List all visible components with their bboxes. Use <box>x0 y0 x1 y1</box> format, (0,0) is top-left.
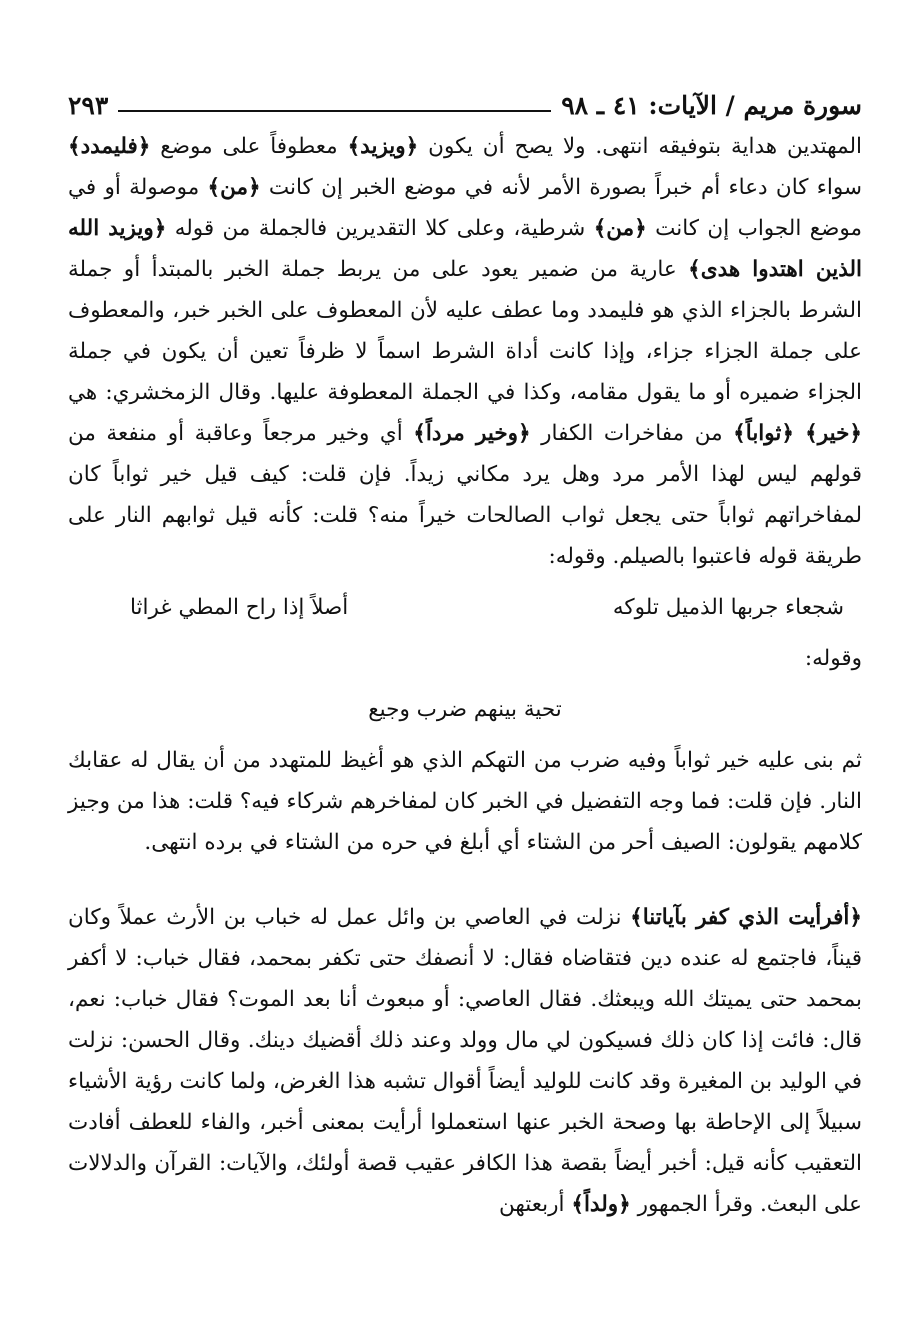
quran-quote: ﴿فليمدد﴾ <box>68 134 151 159</box>
section-gap <box>68 863 862 897</box>
running-title: سورة مريم / الآيات: ٤١ ـ ٩٨ <box>561 91 862 120</box>
poetry-half-verse: تحية بينهم ضرب وجيع <box>368 697 562 722</box>
paragraph-1: المهتدين هداية بتوفيقه انتهى. ولا يصح أن يكون ﴿ويزيد﴾ معطوفاً على موضع ﴿فليمدد﴾ سواء كان دعاء أم خبراً بصورة الأمر لأنه في موضع الخبر إن كانت ﴿من﴾ موصولة أو في موضع الجواب إن كانت ﴿من﴾ شرطية، وعلى كلا التقديرين فالجملة من قوله ﴿ويزيد الله الذين اهتدوا هدى﴾ عارية من ضمير يعود على من يربط جملة الخبر بالمبتدأ أو جملة الشرط بالجزاء الذي هو فليمدد وما عطف عليه لأن المعطوف على الخبر خبر، والمعطوف على جملة الجزاء جزاء، وإذا كانت أداة الشرط اسماً لا ظرفاً تعين أن يكون في جملة الجزاء ضميره أو ما يقول مقامه، وكذا في الجملة المعطوفة عليها. وقال الزمخشري: هي ﴿خير﴾ ﴿ثواباً﴾ من مفاخرات الكفار ﴿وخير مرداً﴾ أي وخير مرجعاً وعاقبة أو منفعة من قولهم ليس لهذا الأمر مرد وهل يرد مكاني زيداً. فإن قلت: كيف قيل خير ثواباً كان لمفاخراتهم ثواباً حتى يجعل ثواب الصالحات خيراً منه؟ قلت: كأنه قيل ثوابهم النار على طريقة قوله فاعتبوا بالصيلم. وقوله: <box>68 134 863 569</box>
page-number: ٢٩٣ <box>68 91 109 120</box>
header-rule <box>118 110 551 112</box>
paragraph-2: وقوله: <box>804 646 862 671</box>
quran-quote: ﴿ولداً﴾ <box>571 1192 631 1217</box>
verse-first-hemistich: شجعاء جربها الذميل تلوكه <box>612 595 844 620</box>
quran-quote: ﴿من﴾ <box>593 216 647 241</box>
quran-quote: ﴿ويزيد﴾ <box>347 134 419 159</box>
quran-quote: ﴿ويزيد الله الذين اهتدوا هدى﴾ <box>68 216 862 282</box>
quran-quote: ﴿أفرأيت الذي كفر بآياتنا﴾ <box>630 905 862 930</box>
verse-second-hemistich: أصلاً إذا راح المطي غراثا <box>130 595 349 620</box>
quran-quote: ﴿وخير مرداً﴾ <box>413 421 531 446</box>
page-body <box>68 126 862 1225</box>
page-header <box>68 80 862 120</box>
poetry-verse <box>68 587 862 628</box>
quran-quote: ﴿من﴾ <box>207 175 261 200</box>
quran-quote: ﴿خير﴾ ﴿ثواباً﴾ <box>733 421 862 446</box>
paragraph-3: ثم بنى عليه خير ثواباً وفيه ضرب من التهكم الذي هو أغيظ للمتهدد من أن يقال له عقابك النار. فإن قلت: فما وجه التفضيل في الخبر كان لمفاخرهم شركاء فيه؟ قلت: هذا من وجيز كلامهم يقولون: الصيف أحر من الشتاء أي أبلغ في حره من الشتاء في برده انتهى. <box>68 748 862 855</box>
paragraph-4: ﴿أفرأيت الذي كفر بآياتنا﴾ نزلت في العاصي بن وائل عمل له خباب بن الأرث عملاً وكان قيناً، فاجتمع له عنده دين فتقاضاه فقال: لا أنصفك حتى تكفر بمحمد، فقال خباب: لا أكفر بمحمد حتى يميتك الله ويبعثك. فقال العاصي: أو مبعوث أنا بعد الموت؟ فقال خباب: نعم، قال: فائت إذا كان ذلك فسيكون لي مال وولد وعند ذلك أقضيك دينك. وقال الحسن: نزلت في الوليد بن المغيرة وقد كانت للوليد أيضاً أقوال تشبه هذا الغرض، ولما كانت رؤية الأشياء سبيلاً إلى الإحاطة بها وصحة الخبر عنها استعملوا أرأيت بمعنى أخبر، والفاء للعطف أفادت التعقيب كأنه قيل: أخبر أيضاً بقصة هذا الكافر عقيب قصة أولئك، والآيات: القرآن والدلالات على البعث. وقرأ الجمهور ﴿ولداً﴾ أربعتهن <box>68 905 862 1217</box>
